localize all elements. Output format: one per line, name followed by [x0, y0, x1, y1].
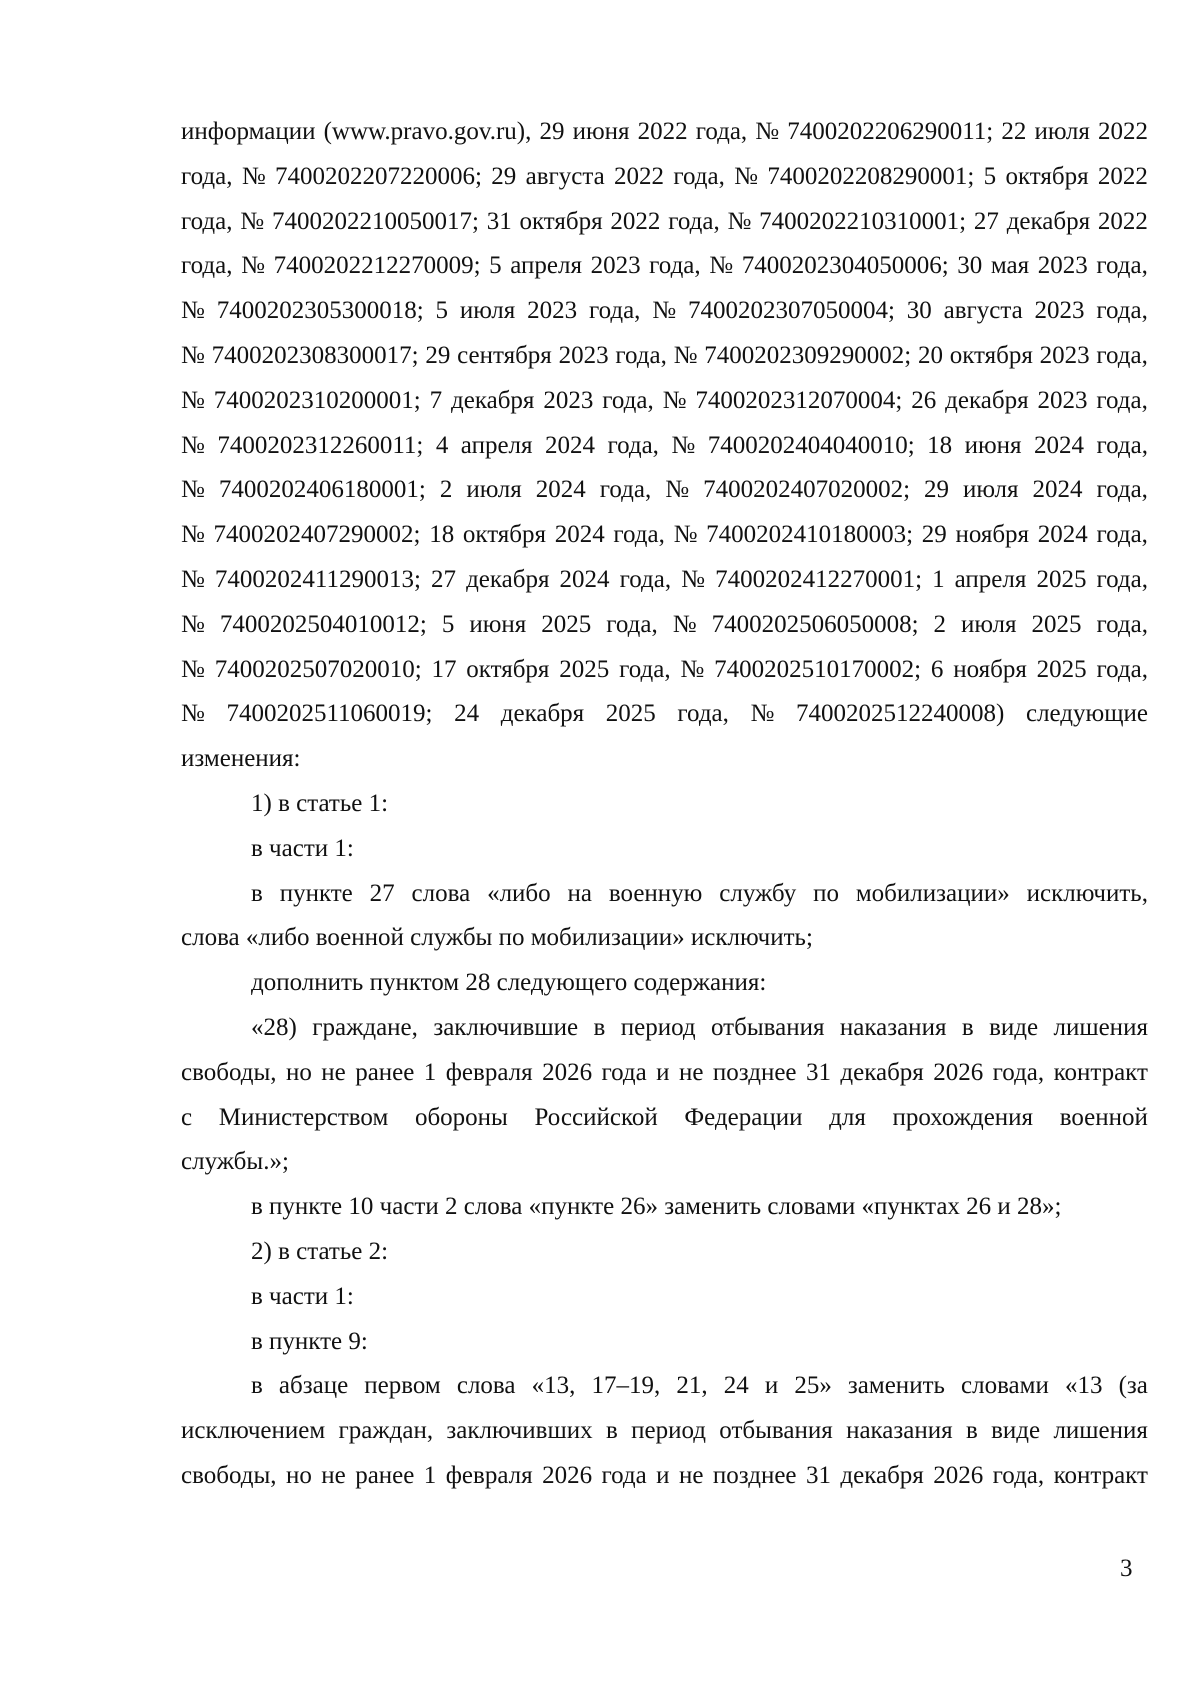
word: 29	[491, 162, 517, 190]
word: контракт	[1053, 1058, 1148, 1086]
word: года,	[606, 610, 658, 638]
word: 27	[973, 207, 999, 235]
word: 7400202404040010;	[707, 431, 915, 459]
word: службу	[719, 879, 797, 907]
word: февраля	[445, 1058, 533, 1086]
word: обороны	[414, 1103, 508, 1131]
word: 29	[425, 341, 451, 369]
word: в	[965, 1417, 978, 1445]
word: года,	[607, 431, 659, 459]
word: 2023	[1037, 386, 1088, 414]
text-line	[181, 827, 1148, 872]
word: лишения	[1053, 1013, 1148, 1041]
word: 18	[429, 521, 455, 549]
word: года,	[1096, 476, 1148, 504]
word: на	[567, 879, 593, 907]
word: 5	[983, 162, 997, 190]
word: «28)	[251, 1013, 297, 1041]
word: по	[813, 879, 839, 907]
word: №	[181, 341, 205, 369]
word: 7400202511060019;	[226, 700, 433, 728]
text-line	[181, 961, 1148, 1006]
word: года,	[615, 341, 667, 369]
word: года	[601, 1058, 647, 1086]
word: 7400202308300017;	[211, 341, 419, 369]
word: 31	[805, 1461, 831, 1489]
word: заключивших	[446, 1417, 593, 1445]
word: 7400202411290013;	[214, 565, 421, 593]
text-line	[181, 1096, 1148, 1141]
word: 26	[911, 386, 937, 414]
word: 7400202305300018;	[216, 297, 424, 325]
word: 2023	[527, 297, 578, 325]
word: военной	[1059, 1103, 1148, 1131]
word: 7400202210310001;	[759, 207, 967, 235]
word: ранее	[355, 1461, 415, 1489]
word: октября	[1005, 162, 1089, 190]
line-text: в пункте 10 части 2 слова «пункте 26» заменить словами «пунктах 26 и 28»;	[251, 1193, 1062, 1221]
page-number: 3	[1120, 1555, 1133, 1582]
word: 5	[489, 252, 502, 280]
text-line	[181, 379, 1148, 424]
word: №	[181, 700, 205, 728]
word: граждане,	[312, 1013, 418, 1041]
word: года,	[1096, 610, 1148, 638]
word: но	[285, 1058, 312, 1086]
word: июня	[572, 118, 630, 145]
word: военную	[608, 879, 703, 907]
word: прохождения	[892, 1103, 1034, 1131]
word: №	[680, 655, 705, 683]
word: апреля	[510, 252, 582, 280]
line-text: в части 1:	[251, 1282, 354, 1310]
word: ноября	[955, 521, 1030, 549]
word: 24	[454, 700, 480, 728]
line-text: слова «либо военной службы по мобилизации» исключить;	[181, 924, 813, 952]
word: 5	[441, 610, 455, 638]
word: не	[679, 1058, 704, 1086]
word: 7400202507020010;	[214, 655, 422, 683]
word: 22	[1001, 118, 1027, 145]
word: 7400202307050004;	[687, 297, 895, 325]
word: июля	[961, 610, 1017, 638]
word: лишения	[1053, 1417, 1148, 1445]
word: 2024	[535, 476, 586, 504]
word: 2022	[610, 207, 661, 235]
word: года,	[1096, 655, 1148, 683]
word: 1	[423, 1461, 437, 1489]
word: 7400202407020002;	[703, 476, 911, 504]
word: №	[755, 118, 780, 145]
word: 7400202412270001;	[715, 565, 923, 593]
word: и	[764, 1372, 779, 1400]
word: 2022	[1097, 207, 1148, 235]
word: 1	[423, 1058, 437, 1086]
text-line	[181, 289, 1148, 334]
word: июля	[466, 476, 522, 504]
word: в	[605, 1417, 618, 1445]
text-line	[181, 334, 1148, 379]
word: года,	[695, 118, 748, 145]
word: апреля	[460, 431, 533, 459]
word: 31	[805, 1058, 831, 1086]
word: года,	[1096, 341, 1148, 369]
word: №	[671, 431, 696, 459]
word: 2023	[1037, 252, 1088, 280]
word: года,	[677, 700, 729, 728]
word: 2024	[1034, 431, 1085, 459]
word: 7	[429, 386, 443, 414]
text-line	[181, 1185, 1148, 1230]
word: 18	[927, 431, 953, 459]
line-text: в части 1:	[251, 834, 354, 862]
word: июня	[964, 431, 1022, 459]
word: исключить,	[1026, 879, 1148, 907]
word: в	[251, 1372, 263, 1400]
word: №	[181, 521, 205, 549]
word: 2022	[1097, 118, 1148, 145]
text-line	[181, 1320, 1148, 1365]
text-line	[181, 558, 1148, 603]
word: 2026	[933, 1058, 984, 1086]
word: 21,	[676, 1372, 708, 1400]
word: №	[681, 565, 706, 593]
word: года,	[1096, 297, 1148, 325]
word: период	[620, 1013, 696, 1041]
word: абзаце	[278, 1372, 349, 1400]
word: 2026	[542, 1461, 593, 1489]
word: года,	[181, 207, 233, 235]
word: 2023	[543, 386, 594, 414]
word: период	[631, 1417, 706, 1445]
word: 24	[723, 1372, 749, 1400]
word: 7400202504010012;	[219, 610, 427, 638]
word: мая	[990, 252, 1030, 280]
word: декабря	[1006, 207, 1091, 235]
word: года,	[992, 1461, 1045, 1489]
text-line	[181, 1051, 1148, 1096]
word: 7400202312070004;	[695, 386, 903, 414]
word: №	[240, 207, 265, 235]
word: августа	[943, 297, 1023, 325]
word: пункте	[279, 879, 353, 907]
word: года,	[668, 207, 720, 235]
word: отбывания	[719, 1417, 833, 1445]
word: свободы,	[181, 1461, 277, 1489]
word: августа	[525, 162, 605, 190]
word: 27	[431, 565, 457, 593]
word: 2025	[541, 610, 592, 638]
word: апреля	[954, 565, 1027, 593]
word: 7400202506050008;	[711, 610, 919, 638]
word: года,	[181, 162, 233, 190]
line-text: 1) в статье 1:	[251, 789, 389, 817]
word: октября	[949, 341, 1033, 369]
word: февраля	[445, 1461, 533, 1489]
word: года,	[613, 521, 665, 549]
word: 2022	[637, 118, 688, 145]
word: 2024	[544, 431, 595, 459]
word: контракт	[1053, 1461, 1148, 1489]
text-line	[181, 872, 1148, 917]
word: наказания	[846, 1417, 953, 1445]
word: июля	[1034, 118, 1090, 145]
word: словами	[961, 1372, 1049, 1400]
word: сентября	[457, 341, 552, 369]
word: 2023	[1034, 297, 1085, 325]
word: не	[679, 1461, 704, 1489]
word: года,	[619, 565, 672, 593]
word: 2026	[542, 1058, 593, 1086]
word: №	[673, 341, 698, 369]
word: слова	[456, 1372, 516, 1400]
text-line	[181, 244, 1148, 289]
word: года,	[992, 1058, 1045, 1086]
word: №	[672, 610, 697, 638]
line-text: службы.»;	[181, 1148, 289, 1176]
word: года,	[649, 252, 701, 280]
word: «либо	[487, 879, 551, 907]
word: 2022	[1097, 162, 1148, 190]
word: 7400202212270009;	[273, 252, 481, 280]
word: 29	[539, 118, 565, 145]
word: 7400202206290011;	[787, 118, 994, 145]
word: 7400202210050017;	[271, 207, 479, 235]
word: 7400202309290002;	[704, 341, 912, 369]
word: позднее	[712, 1461, 797, 1489]
text-line	[181, 110, 1148, 155]
word: декабря	[840, 1461, 924, 1489]
word: октября	[519, 207, 603, 235]
word: 29	[924, 476, 950, 504]
word: 7400202512240008)	[796, 700, 1005, 728]
word: 7400202510170002;	[714, 655, 922, 683]
word: №	[181, 476, 205, 504]
text-line	[181, 1140, 1148, 1185]
word: №	[750, 700, 775, 728]
word: в	[593, 1013, 606, 1041]
word: 2024	[1032, 476, 1083, 504]
word: Федерации	[684, 1103, 803, 1131]
text-line	[181, 1006, 1148, 1051]
word: 2024	[554, 521, 605, 549]
word: 25»	[794, 1372, 832, 1400]
word: июля	[459, 297, 516, 325]
text-line	[181, 603, 1148, 648]
word: Министерством	[218, 1103, 389, 1131]
word: (www.pravo.gov.ru),	[323, 118, 532, 145]
text-line	[181, 692, 1148, 737]
text-line	[181, 1409, 1148, 1454]
text-line	[181, 916, 1148, 961]
word: 2	[439, 476, 453, 504]
word: наказания	[839, 1013, 947, 1041]
word: №	[241, 252, 265, 280]
word: октября	[466, 655, 550, 683]
word: 4	[435, 431, 449, 459]
word: 20	[917, 341, 943, 369]
word: №	[673, 521, 698, 549]
word: декабря	[451, 386, 535, 414]
word: 7400202406180001;	[218, 476, 426, 504]
word: 7400202207220006;	[275, 162, 482, 190]
word: первом	[364, 1372, 441, 1400]
word: следующие	[1025, 700, 1148, 728]
word: позднее	[712, 1058, 797, 1086]
word: 7400202407290002;	[213, 521, 421, 549]
word: №	[181, 565, 205, 593]
word: №	[181, 655, 205, 683]
word: №	[181, 297, 205, 325]
text-line	[181, 424, 1148, 469]
word: отбывания	[711, 1013, 825, 1041]
word: 29	[921, 521, 947, 549]
word: №	[727, 207, 752, 235]
word: 6	[930, 655, 944, 683]
word: свободы,	[181, 1058, 277, 1086]
word: 1	[932, 565, 945, 593]
word: №	[181, 610, 205, 638]
word: года,	[673, 162, 725, 190]
word: и	[656, 1461, 670, 1489]
word: декабря	[840, 1058, 924, 1086]
word: года,	[619, 655, 671, 683]
word: «13,	[531, 1372, 576, 1400]
word: 30	[906, 297, 932, 325]
word: 7400202410180003;	[706, 521, 914, 549]
text-line	[181, 468, 1148, 513]
word: 2026	[933, 1461, 984, 1489]
word: года,	[1096, 252, 1148, 280]
word: №	[652, 297, 677, 325]
word: 17–19,	[591, 1372, 661, 1400]
word: 7400202304050006;	[741, 252, 949, 280]
word: года,	[1096, 565, 1148, 593]
word: 30	[957, 252, 983, 280]
word: но	[285, 1461, 312, 1489]
word: граждан,	[338, 1417, 434, 1445]
document-body-text	[181, 110, 1148, 1499]
word: для	[829, 1103, 866, 1131]
word: года	[601, 1461, 647, 1489]
word: 2024	[1037, 521, 1088, 549]
word: года,	[1096, 521, 1148, 549]
word: года,	[599, 476, 652, 504]
word: декабря	[500, 700, 585, 728]
text-line	[181, 1275, 1148, 1320]
word: 2025	[605, 700, 656, 728]
text-line	[181, 1454, 1148, 1499]
word: июля	[963, 476, 1019, 504]
word: «13	[1064, 1372, 1103, 1400]
word: №	[709, 252, 734, 280]
word: 2022	[614, 162, 665, 190]
word: года,	[1096, 431, 1148, 459]
word: ранее	[355, 1058, 415, 1086]
word: мобилизации»	[855, 879, 1010, 907]
word: 2	[933, 610, 947, 638]
text-line	[181, 513, 1148, 558]
word: и	[656, 1058, 670, 1086]
word: 2023	[590, 252, 641, 280]
word: 17	[431, 655, 457, 683]
word: не	[321, 1058, 346, 1086]
word: заключившие	[433, 1013, 579, 1041]
word: №	[665, 476, 690, 504]
word: 2024	[559, 565, 610, 593]
word: информации	[181, 118, 316, 145]
line-text: в пункте 9:	[251, 1327, 368, 1355]
word: октября	[462, 521, 547, 549]
word: не	[321, 1461, 346, 1489]
word: виде	[989, 1013, 1039, 1041]
word: 7400202312260011;	[217, 431, 424, 459]
word: 2025	[1036, 655, 1087, 683]
word: №	[662, 386, 687, 414]
word: 2023	[558, 341, 609, 369]
text-line	[181, 782, 1148, 827]
word: 2025	[1031, 610, 1082, 638]
line-text: изменения:	[181, 745, 301, 773]
text-line	[181, 1364, 1148, 1409]
word: 2023	[1039, 341, 1090, 369]
word: года,	[1096, 386, 1148, 414]
text-line	[181, 200, 1148, 245]
word: №	[241, 162, 266, 190]
word: виде	[991, 1417, 1041, 1445]
word: Российской	[534, 1103, 658, 1131]
text-line	[181, 737, 1148, 782]
word: исключением	[181, 1417, 326, 1445]
line-text: 2) в статье 2:	[251, 1237, 389, 1265]
word: 7400202310200001;	[213, 386, 421, 414]
word: №	[734, 162, 759, 190]
word: 31	[486, 207, 512, 235]
word: №	[181, 386, 205, 414]
word: с	[181, 1103, 193, 1131]
word: 5	[435, 297, 448, 325]
line-text: дополнить пунктом 28 следующего содержания:	[251, 969, 767, 997]
word: июня	[469, 610, 527, 638]
word: года,	[588, 297, 641, 325]
word: 27	[369, 879, 395, 907]
word: 2025	[559, 655, 610, 683]
word: декабря	[466, 565, 550, 593]
word: года,	[181, 252, 233, 280]
word: (за	[1118, 1372, 1148, 1400]
text-line	[181, 648, 1148, 693]
text-line	[181, 155, 1148, 200]
word: в	[251, 879, 263, 907]
text-line	[181, 1230, 1148, 1275]
word: года,	[602, 386, 654, 414]
word: декабря	[945, 386, 1029, 414]
word: в	[961, 1013, 974, 1041]
word: №	[181, 431, 205, 459]
word: заменить	[847, 1372, 945, 1400]
word: 2025	[1036, 565, 1087, 593]
word: ноября	[953, 655, 1027, 683]
word: 7400202208290001;	[767, 162, 975, 190]
word: слова	[411, 879, 471, 907]
